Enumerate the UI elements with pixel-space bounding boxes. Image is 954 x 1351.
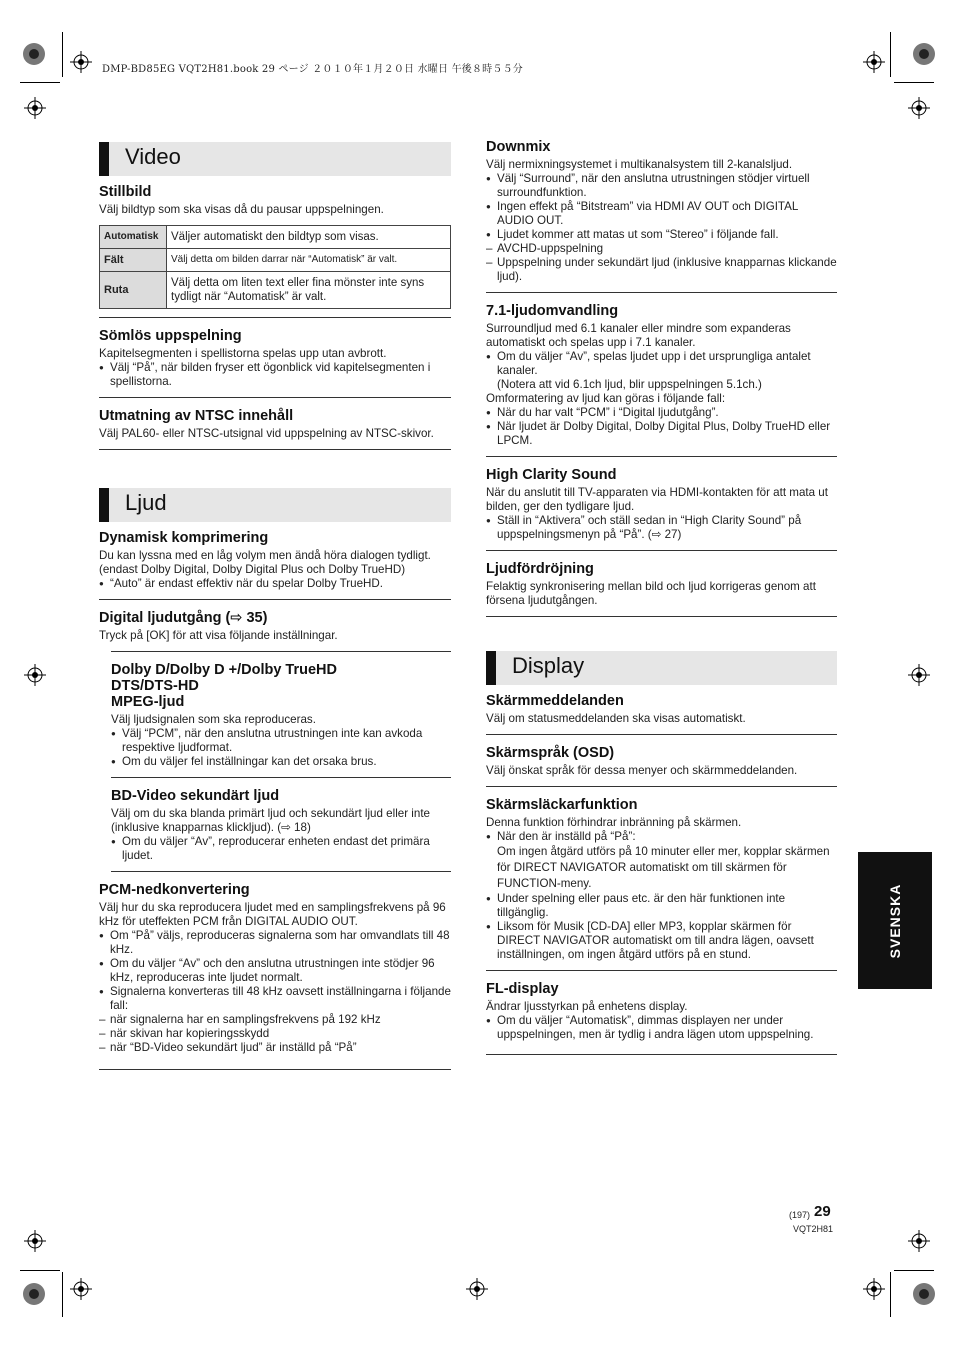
color-bar-wheel-icon <box>912 1282 936 1306</box>
table-key: Automatisk <box>100 226 167 249</box>
registration-mark-icon <box>863 51 885 73</box>
bullet-item: ● Om du väljer “Automatisk”, dimmas displayen ner under uppspelningen, men är tydlig i andra lägen utom uppspelning. <box>486 1014 837 1042</box>
text-pcm-intro: Välj hur du ska reproducera ljudet med en samplingsfrekvens på 96 kHz för uteffekten PCM från DIGITAL AUDIO OUT. <box>99 901 446 928</box>
bullet-item: ● Under spelning eller paus etc. är den här funktionen inte tillgänglig. <box>486 892 837 920</box>
text-saver-intro: Denna funktion förhindrar inbränning på skärmen. <box>486 816 742 829</box>
text-71-intro: Surroundljud med 6.1 kanaler eller mindre som expanderas automatiskt och spelas upp i 7.1 kanaler. <box>486 322 791 349</box>
color-bar-wheel-icon <box>22 1282 46 1306</box>
divider <box>111 651 451 652</box>
table-value: Välj detta om bilden darrar när “Automatisk” är valt. <box>167 249 451 272</box>
divider <box>486 616 837 617</box>
text-skarmmed-intro: Välj om statusmeddelanden ska visas automatiskt. <box>486 712 746 725</box>
crop-mark <box>894 1270 934 1271</box>
text-downmix-intro: Välj nermixningsystemet i multikanalsystem till 2-kanalsljud. <box>486 158 793 171</box>
color-bar-wheel-icon <box>912 42 936 66</box>
bullet-item: ● Om “På” väljs, reproduceras signalerna som har omvandlats till 48 kHz. <box>99 929 451 957</box>
registration-mark-icon <box>70 51 92 73</box>
divider <box>99 1069 451 1070</box>
heading-fl-display: FL-display <box>486 981 559 997</box>
divider <box>486 456 837 457</box>
registration-mark-icon <box>908 1230 930 1252</box>
crop-mark <box>62 32 63 77</box>
bullet-item: ● Välj “Surround”, när den anslutna utrustningen stödjer virtuell surroundfunktion. <box>486 172 837 200</box>
heading-dolby-line2: DTS/DTS-HD <box>111 678 199 694</box>
registration-mark-icon <box>24 664 46 686</box>
heading-somlos: Sömlös uppspelning <box>99 328 242 344</box>
divider <box>486 292 837 293</box>
text-dynamisk-line2: (endast Dolby Digital, Dolby Digital Plus och Dolby TrueHD) <box>99 563 406 576</box>
divider <box>486 970 837 971</box>
bullet-note: (Notera att vid 6.1ch ljud, blir uppspelningen 5.1ch.) <box>497 378 762 391</box>
registration-mark-icon <box>908 97 930 119</box>
divider <box>486 734 837 735</box>
heading-downmix: Downmix <box>486 139 551 155</box>
bullet-item: ● Om du väljer fel inställningar kan det orsaka brus. <box>111 755 451 769</box>
bullet-continuation: Om ingen åtgärd utförs på 10 minuter eller mer, kopplar skärmen för DIRECT NAVIGATOR automatiskt om till skärmen för FUNCTION-meny. <box>497 845 830 890</box>
bullet-item: ● När den är inställd på “På”: <box>486 830 837 844</box>
stillbild-options-table <box>99 225 451 309</box>
bullet-item: ● Välj “På”, när bilden fryser ett ögonblick vid kapitelsegmenten i spellistorna. <box>99 361 451 389</box>
divider <box>486 550 837 551</box>
table-row <box>100 226 451 249</box>
heading-osd: Skärmspråk (OSD) <box>486 745 615 761</box>
text-delay-intro: Felaktig synkronisering mellan bild och ljud korrigeras genom att försena ljudutgången. <box>486 580 816 607</box>
divider <box>486 1054 837 1055</box>
table-row <box>100 249 451 272</box>
registration-mark-icon <box>70 1278 92 1300</box>
table-key: Fält <box>100 249 167 272</box>
heading-skarmslackare: Skärmsläckarfunktion <box>486 797 638 813</box>
heading-dolby-line1: Dolby D/Dolby D +/Dolby TrueHD <box>111 662 337 678</box>
heading-dynamisk: Dynamisk komprimering <box>99 530 269 546</box>
registration-mark-icon <box>466 1278 488 1300</box>
divider <box>111 871 451 872</box>
heading-skarmmeddelanden: Skärmmeddelanden <box>486 693 624 709</box>
section-title: Display <box>512 653 585 678</box>
dash-item: – när skivan har kopieringsskydd <box>99 1027 451 1041</box>
table-value: Väljer automatiskt den bildtyp som visas. <box>167 226 451 249</box>
text-ntsc-intro: Välj PAL60- eller NTSC-utsignal vid uppspelning av NTSC-skivor. <box>99 427 434 440</box>
text-hcs-intro: När du anslutit till TV-apparaten via HDMI-kontakten för att mata ut bilden, ger den tydligare ljud. <box>486 486 828 513</box>
divider <box>99 449 451 450</box>
dash-item: – när “BD-Video sekundärt ljud” är inställd på “På” <box>99 1041 451 1055</box>
divider <box>99 599 451 600</box>
text-digital-intro: Tryck på [OK] för att visa följande inställningar. <box>99 629 338 642</box>
heading-ljudfordrojning: Ljudfördröjning <box>486 561 594 577</box>
right-column <box>486 139 837 1065</box>
document-code: VQT2H81 <box>793 1224 834 1234</box>
section-banner-video <box>99 142 451 176</box>
heading-pcm: PCM-nedkonvertering <box>99 882 250 898</box>
crop-mark <box>890 1272 891 1317</box>
bullet-item: ● Välj “PCM”, när den anslutna utrustningen inte kan avkoda respektive ljudformat. <box>111 727 451 755</box>
text-somlos-intro: Kapitelsegmenten i spellistorna spelas upp utan avbrott. <box>99 347 387 360</box>
divider <box>111 777 451 778</box>
heading-digital-ljudutgang: Digital ljudutgång (⇨ 35) <box>99 610 268 626</box>
registration-mark-icon <box>863 1278 885 1300</box>
crop-mark <box>62 1272 63 1317</box>
bullet-item: ● Om du väljer “Av”, reproducerar enheten endast det primära ljudet. <box>111 835 451 863</box>
heading-stillbild: Stillbild <box>99 184 152 200</box>
heading-bdvideo: BD-Video sekundärt ljud <box>111 788 280 804</box>
section-title: Ljud <box>125 490 167 515</box>
table-row <box>100 272 451 309</box>
text-dolby-intro: Välj ljudsignalen som ska reproduceras. <box>111 713 316 726</box>
bullet-item: ● Ställ in “Aktivera” och ställ sedan in “High Clarity Sound” på uppspelningsmenyn på “På”. (⇨ 27) <box>486 514 837 542</box>
bullet-item: ● “Auto” är endast effektiv när du spelar Dolby TrueHD. <box>99 577 451 591</box>
language-tab-label: SVENSKA <box>887 883 903 958</box>
crop-mark <box>894 82 934 83</box>
registration-mark-icon <box>24 97 46 119</box>
text-dynamisk-line1: Du kan lyssna med en låg volym men ändå höra dialogen tydligt. <box>99 549 431 562</box>
heading-hcs: High Clarity Sound <box>486 467 617 483</box>
table-key: Ruta <box>100 272 167 309</box>
file-header-line: DMP-BD85EG VQT2H81.book 29 ページ ２０１０年１月２０日 水曜日 午後８時５５分 <box>102 64 523 75</box>
page-number: 29 <box>814 1203 831 1220</box>
heading-71: 7.1-ljudomvandling <box>486 303 619 319</box>
page-number-small: (197) <box>789 1210 811 1220</box>
bullet-item: ● Ingen effekt på “Bitstream” via HDMI AV OUT och DIGITAL AUDIO OUT. <box>486 200 837 228</box>
dash-item: – AVCHD-uppspelning <box>486 242 837 256</box>
bullet-item: ● Om du väljer “Av”, spelas ljudet upp i det ursprungliga antalet kanaler. <box>486 350 837 378</box>
bullet-item: ● Ljudet kommer att matas ut som “Stereo” i följande fall. <box>486 228 837 242</box>
bullet-item: ● Om du väljer “Av” och den anslutna utrustningen inte stödjer 96 kHz, reproduceras inte ljudet normalt. <box>99 957 451 985</box>
left-column <box>99 142 451 1080</box>
bullet-item: ● När ljudet är Dolby Digital, Dolby Digital Plus, Dolby TrueHD eller LPCM. <box>486 420 837 448</box>
bullet-item: ● Signalerna konverteras till 48 kHz oavsett inställningarna i följande fall: <box>99 985 451 1013</box>
subsection-dolby <box>99 662 451 769</box>
section-banner-display <box>486 651 837 685</box>
text-fl-intro: Ändrar ljusstyrkan på enhetens display. <box>486 1000 688 1013</box>
text-71-line2: Omformatering av ljud kan göras i följande fall: <box>486 392 726 405</box>
registration-mark-icon <box>24 1230 46 1252</box>
crop-mark <box>890 32 891 77</box>
divider <box>99 397 451 398</box>
color-bar-wheel-icon <box>22 42 46 66</box>
text-osd-intro: Välj önskat språk för dessa menyer och skärmmeddelanden. <box>486 764 798 777</box>
text-bdvideo-intro: Välj om du ska blanda primärt ljud och sekundärt ljud eller inte (inklusive knapparnas klickljud). (⇨ 18) <box>111 807 430 834</box>
dash-item: – Uppspelning under sekundärt ljud (inklusive knapparnas klickande ljud). <box>486 256 837 284</box>
text-stillbild-intro: Välj bildtyp som ska visas då du pausar uppspelningen. <box>99 203 384 216</box>
dash-item: – när signalerna har en samplingsfrekvens på 192 kHz <box>99 1013 451 1027</box>
bullet-item: ● Liksom för Musik [CD-DA] eller MP3, kopplar skärmen för DIRECT NAVIGATOR automatiskt om till andra lägen, oavsett inställningen, om ingen åtgärd utförs på en stund. <box>486 920 837 962</box>
bullet-item: ● När du har valt “PCM” i “Digital ljudutgång”. <box>486 406 837 420</box>
heading-dolby-line3: MPEG-ljud <box>111 694 185 710</box>
language-tab <box>858 852 932 989</box>
heading-ntsc: Utmatning av NTSC innehåll <box>99 408 294 424</box>
section-banner-ljud <box>99 488 451 522</box>
subsection-bdvideo <box>99 788 451 863</box>
divider <box>486 786 837 787</box>
crop-mark <box>20 82 60 83</box>
divider <box>99 317 451 318</box>
table-value: Välj detta om liten text eller fina mönster inte syns tydligt när “Automatisk” är valt. <box>167 272 451 309</box>
crop-mark <box>20 1270 60 1271</box>
section-title: Video <box>125 144 181 169</box>
registration-mark-icon <box>908 664 930 686</box>
